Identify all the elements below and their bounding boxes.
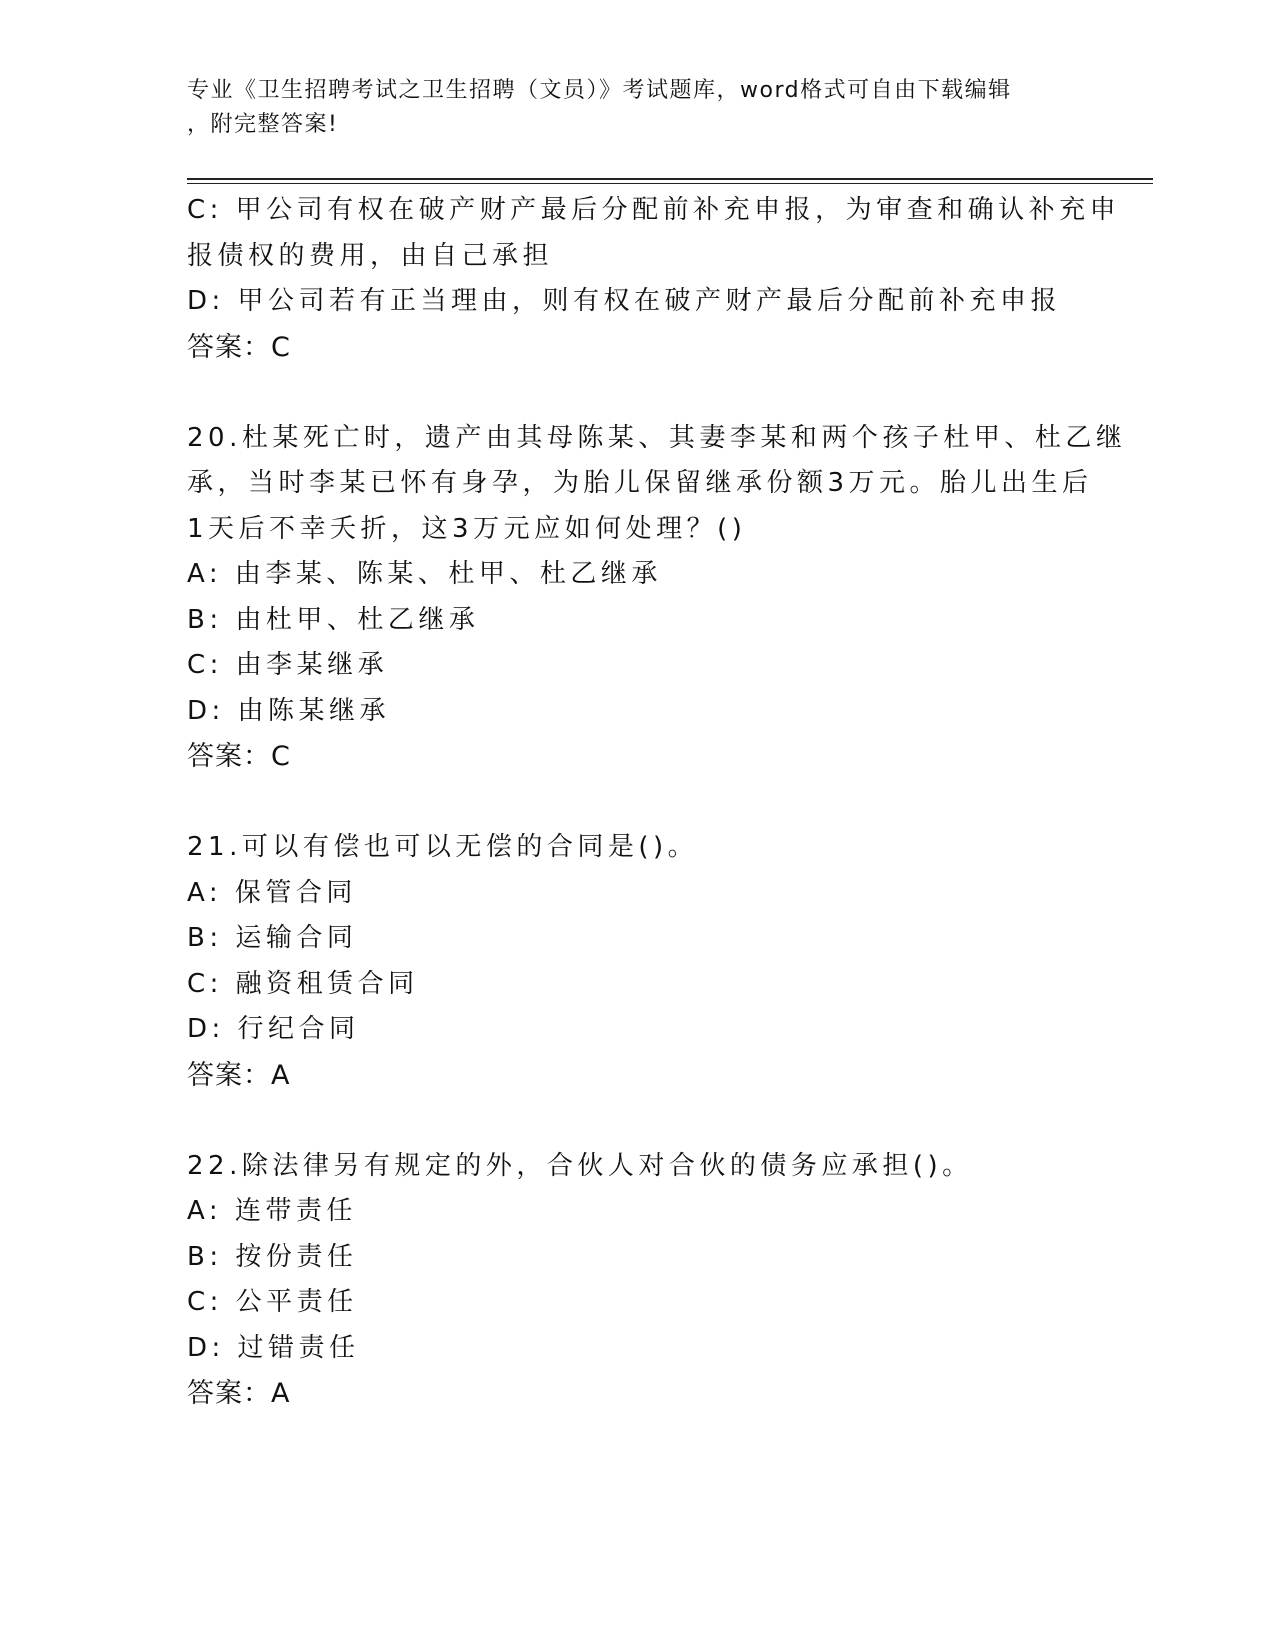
spacer <box>187 780 1087 826</box>
option-b: B: 按份责任 <box>187 1241 358 1272</box>
question-stem: 21.可以有偿也可以无偿的合同是()。 <box>187 832 699 862</box>
question-22 <box>187 1144 1087 1417</box>
spacer <box>187 1098 1087 1144</box>
option-a: A: 保管合同 <box>187 877 357 908</box>
question-19-continuation <box>187 188 1121 370</box>
question-stem: 22.除法律另有规定的外，合伙人对合伙的债务应承担()。 <box>187 1150 973 1181</box>
option-b: B: 由杜甲、杜乙继承 <box>187 604 480 635</box>
answer: 答案：C <box>187 741 291 772</box>
header-divider-thick <box>187 178 1153 180</box>
header-line-1: 专业《卫生招聘考试之卫生招聘（文员）》考试题库，word格式可自由下载编辑 <box>187 78 1012 103</box>
question-stem: 承，当时李某已怀有身孕，为胎儿保留继承份额3万元。胎儿出生后 <box>187 468 1093 498</box>
question-stem: 20.杜某死亡时，遗产由其母陈某、其妻李某和两个孩子杜甲、杜乙继 <box>187 422 1127 453</box>
option-a: A: 连带责任 <box>187 1196 357 1226</box>
option-d: D: 甲公司若有正当理由，则有权在破产财产最后分配前补充申报 <box>187 286 1062 316</box>
answer: 答案：A <box>187 1378 291 1409</box>
question-content <box>187 188 1127 1417</box>
option-c: C: 甲公司有权在破产财产最后分配前补充申报，为审查和确认补充申 <box>187 195 1121 225</box>
option-a: A: 由李某、陈某、杜甲、杜乙继承 <box>187 559 662 589</box>
header-line-2: ，附完整答案! <box>187 112 339 137</box>
header-divider-thin <box>187 183 1153 184</box>
option-c: C: 融资租赁合同 <box>187 968 419 999</box>
option-d: D: 过错责任 <box>187 1332 360 1363</box>
answer: 答案：C <box>187 331 291 363</box>
option-c: C: 由李某继承 <box>187 650 389 680</box>
option-b: B: 运输合同 <box>187 923 358 953</box>
option-c: C: 公平责任 <box>187 1287 358 1317</box>
option-d: D: 行纪合同 <box>187 1014 360 1044</box>
option-c-continued: 报债权的费用，由自己承担 <box>187 240 554 271</box>
document-header <box>187 74 1067 142</box>
question-21 <box>187 825 1087 1098</box>
spacer <box>187 370 1087 416</box>
question-stem: 1天后不幸夭折，这3万元应如何处理？() <box>187 513 747 544</box>
option-d: D: 由陈某继承 <box>187 695 391 726</box>
question-20 <box>187 416 1127 780</box>
answer: 答案：A <box>187 1059 291 1091</box>
